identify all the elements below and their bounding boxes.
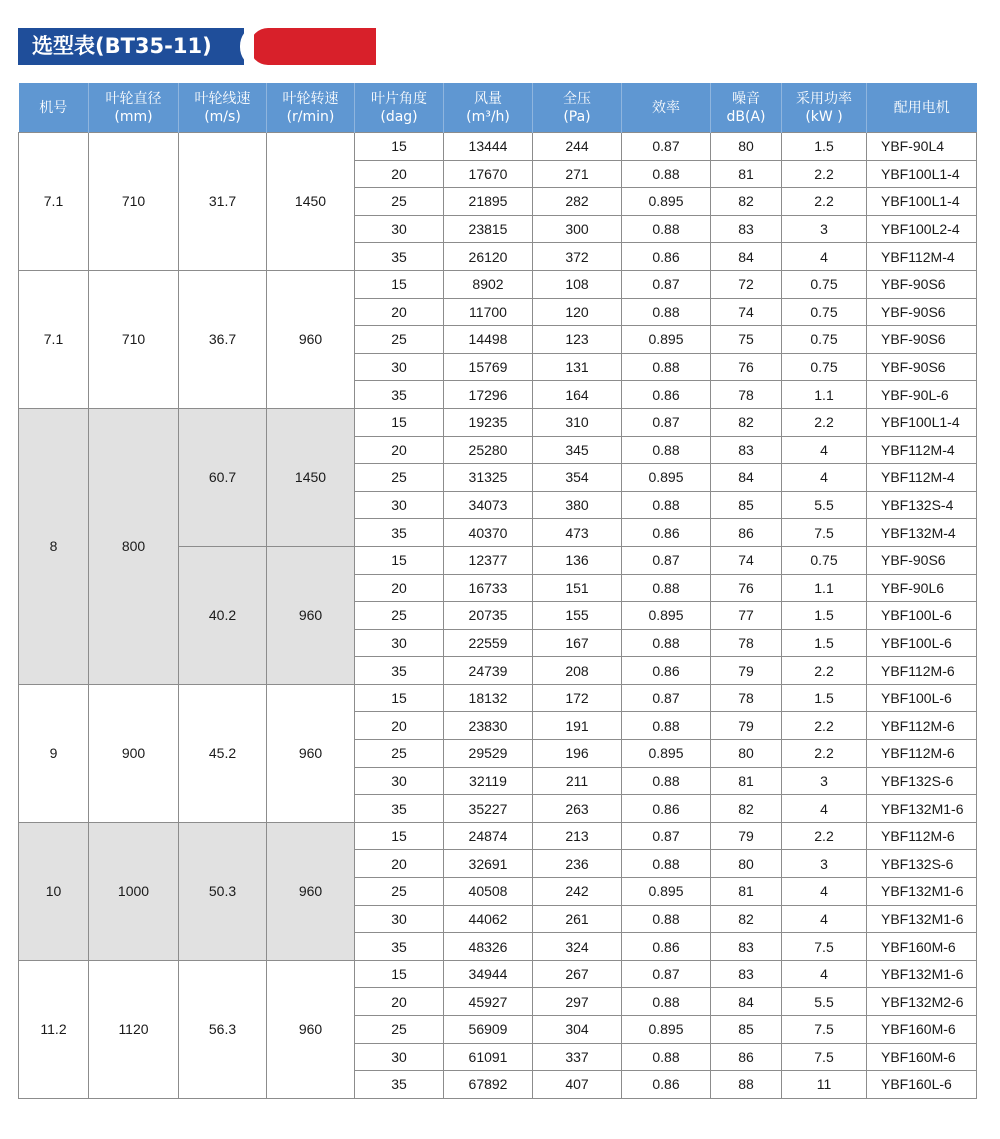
- model-cell: 11.2: [19, 960, 89, 1098]
- airflow-cell: 44062: [444, 905, 533, 933]
- power-cell: 1.5: [782, 684, 867, 712]
- motor-cell: YBF132M1-6: [867, 905, 977, 933]
- rpm-cell: 960: [267, 546, 355, 684]
- pressure-cell: 282: [533, 188, 622, 216]
- power-cell: 2.2: [782, 408, 867, 436]
- pressure-cell: 123: [533, 326, 622, 354]
- motor-cell: YBF100L-6: [867, 602, 977, 630]
- motor-cell: YBF-90S6: [867, 546, 977, 574]
- pressure-cell: 372: [533, 243, 622, 271]
- velocity-cell: 45.2: [179, 684, 267, 822]
- power-cell: 0.75: [782, 270, 867, 298]
- airflow-cell: 17296: [444, 381, 533, 409]
- airflow-cell: 34073: [444, 491, 533, 519]
- title-red-accent: [250, 28, 376, 65]
- efficiency-cell: 0.88: [622, 353, 711, 381]
- angle-cell: 30: [355, 629, 444, 657]
- power-cell: 7.5: [782, 519, 867, 547]
- velocity-cell: 36.7: [179, 270, 267, 408]
- diameter-cell: 900: [89, 684, 179, 822]
- efficiency-cell: 0.88: [622, 850, 711, 878]
- efficiency-cell: 0.86: [622, 1071, 711, 1099]
- power-cell: 4: [782, 436, 867, 464]
- noise-cell: 78: [711, 684, 782, 712]
- efficiency-cell: 0.87: [622, 822, 711, 850]
- efficiency-cell: 0.895: [622, 326, 711, 354]
- noise-cell: 81: [711, 767, 782, 795]
- power-cell: 2.2: [782, 188, 867, 216]
- motor-cell: YBF132S-6: [867, 767, 977, 795]
- efficiency-cell: 0.895: [622, 602, 711, 630]
- power-cell: 0.75: [782, 353, 867, 381]
- motor-cell: YBF112M-6: [867, 822, 977, 850]
- pressure-cell: 354: [533, 464, 622, 492]
- power-cell: 1.1: [782, 574, 867, 602]
- column-header: 叶片角度 (dag): [355, 83, 444, 133]
- noise-cell: 88: [711, 1071, 782, 1099]
- title-bar: [18, 28, 376, 65]
- efficiency-cell: 0.88: [622, 712, 711, 740]
- airflow-cell: 32119: [444, 767, 533, 795]
- velocity-cell: 50.3: [179, 822, 267, 960]
- pressure-cell: 155: [533, 602, 622, 630]
- model-cell: 9: [19, 684, 89, 822]
- noise-cell: 85: [711, 491, 782, 519]
- diameter-cell: 710: [89, 133, 179, 271]
- angle-cell: 15: [355, 684, 444, 712]
- power-cell: 4: [782, 243, 867, 271]
- angle-cell: 35: [355, 657, 444, 685]
- efficiency-cell: 0.895: [622, 464, 711, 492]
- motor-cell: YBF112M-6: [867, 657, 977, 685]
- pressure-cell: 263: [533, 795, 622, 823]
- motor-cell: YBF132M1-6: [867, 960, 977, 988]
- airflow-cell: 29529: [444, 740, 533, 768]
- angle-cell: 20: [355, 988, 444, 1016]
- noise-cell: 74: [711, 298, 782, 326]
- pressure-cell: 300: [533, 215, 622, 243]
- power-cell: 4: [782, 905, 867, 933]
- power-cell: 5.5: [782, 988, 867, 1016]
- pressure-cell: 191: [533, 712, 622, 740]
- pressure-cell: 304: [533, 1016, 622, 1044]
- pressure-cell: 473: [533, 519, 622, 547]
- angle-cell: 35: [355, 795, 444, 823]
- pressure-cell: 271: [533, 160, 622, 188]
- angle-cell: 35: [355, 1071, 444, 1099]
- efficiency-cell: 0.86: [622, 933, 711, 961]
- power-cell: 11: [782, 1071, 867, 1099]
- motor-cell: YBF-90S6: [867, 298, 977, 326]
- pressure-cell: 208: [533, 657, 622, 685]
- motor-cell: YBF112M-4: [867, 243, 977, 271]
- motor-cell: YBF160M-6: [867, 1016, 977, 1044]
- power-cell: 1.5: [782, 133, 867, 161]
- selection-table: [18, 83, 977, 1099]
- noise-cell: 79: [711, 822, 782, 850]
- airflow-cell: 17670: [444, 160, 533, 188]
- airflow-cell: 18132: [444, 684, 533, 712]
- motor-cell: YBF132S-4: [867, 491, 977, 519]
- efficiency-cell: 0.88: [622, 629, 711, 657]
- power-cell: 2.2: [782, 822, 867, 850]
- airflow-cell: 21895: [444, 188, 533, 216]
- efficiency-cell: 0.88: [622, 298, 711, 326]
- velocity-cell: 31.7: [179, 133, 267, 271]
- motor-cell: YBF160L-6: [867, 1071, 977, 1099]
- efficiency-cell: 0.88: [622, 988, 711, 1016]
- pressure-cell: 310: [533, 408, 622, 436]
- efficiency-cell: 0.88: [622, 905, 711, 933]
- power-cell: 7.5: [782, 1043, 867, 1071]
- pressure-cell: 345: [533, 436, 622, 464]
- power-cell: 3: [782, 850, 867, 878]
- noise-cell: 82: [711, 408, 782, 436]
- noise-cell: 83: [711, 960, 782, 988]
- angle-cell: 20: [355, 436, 444, 464]
- motor-cell: YBF-90S6: [867, 270, 977, 298]
- power-cell: 1.5: [782, 629, 867, 657]
- motor-cell: YBF100L-6: [867, 684, 977, 712]
- column-header: 机号: [19, 83, 89, 133]
- airflow-cell: 31325: [444, 464, 533, 492]
- airflow-cell: 35227: [444, 795, 533, 823]
- angle-cell: 15: [355, 133, 444, 161]
- column-header: 风量 (m³/h): [444, 83, 533, 133]
- angle-cell: 20: [355, 712, 444, 740]
- table-row: [19, 133, 977, 161]
- motor-cell: YBF132M1-6: [867, 878, 977, 906]
- angle-cell: 15: [355, 960, 444, 988]
- pressure-cell: 236: [533, 850, 622, 878]
- motor-cell: YBF-90L4: [867, 133, 977, 161]
- motor-cell: YBF160M-6: [867, 1043, 977, 1071]
- motor-cell: YBF132M-4: [867, 519, 977, 547]
- velocity-cell: 60.7: [179, 408, 267, 546]
- pressure-cell: 213: [533, 822, 622, 850]
- diameter-cell: 800: [89, 408, 179, 684]
- rpm-cell: 960: [267, 684, 355, 822]
- noise-cell: 84: [711, 988, 782, 1016]
- power-cell: 2.2: [782, 712, 867, 740]
- noise-cell: 75: [711, 326, 782, 354]
- noise-cell: 78: [711, 381, 782, 409]
- efficiency-cell: 0.895: [622, 1016, 711, 1044]
- efficiency-cell: 0.895: [622, 878, 711, 906]
- angle-cell: 35: [355, 933, 444, 961]
- rpm-cell: 960: [267, 270, 355, 408]
- airflow-cell: 61091: [444, 1043, 533, 1071]
- noise-cell: 79: [711, 657, 782, 685]
- model-cell: 8: [19, 408, 89, 684]
- efficiency-cell: 0.88: [622, 436, 711, 464]
- noise-cell: 84: [711, 243, 782, 271]
- pressure-cell: 151: [533, 574, 622, 602]
- pressure-cell: 108: [533, 270, 622, 298]
- column-header: 噪音 dB(A): [711, 83, 782, 133]
- model-cell: 7.1: [19, 270, 89, 408]
- pressure-cell: 136: [533, 546, 622, 574]
- motor-cell: YBF100L2-4: [867, 215, 977, 243]
- noise-cell: 83: [711, 215, 782, 243]
- airflow-cell: 24874: [444, 822, 533, 850]
- angle-cell: 30: [355, 767, 444, 795]
- motor-cell: YBF-90L6: [867, 574, 977, 602]
- efficiency-cell: 0.86: [622, 657, 711, 685]
- rpm-cell: 960: [267, 960, 355, 1098]
- angle-cell: 20: [355, 850, 444, 878]
- angle-cell: 25: [355, 602, 444, 630]
- power-cell: 5.5: [782, 491, 867, 519]
- airflow-cell: 19235: [444, 408, 533, 436]
- model-cell: 10: [19, 822, 89, 960]
- noise-cell: 81: [711, 878, 782, 906]
- column-header: 叶轮转速 (r/min): [267, 83, 355, 133]
- angle-cell: 20: [355, 574, 444, 602]
- noise-cell: 77: [711, 602, 782, 630]
- column-header: 效率: [622, 83, 711, 133]
- noise-cell: 86: [711, 519, 782, 547]
- motor-cell: YBF132S-6: [867, 850, 977, 878]
- noise-cell: 80: [711, 133, 782, 161]
- noise-cell: 82: [711, 188, 782, 216]
- pressure-cell: 324: [533, 933, 622, 961]
- angle-cell: 30: [355, 215, 444, 243]
- diameter-cell: 1000: [89, 822, 179, 960]
- airflow-cell: 14498: [444, 326, 533, 354]
- efficiency-cell: 0.88: [622, 1043, 711, 1071]
- airflow-cell: 56909: [444, 1016, 533, 1044]
- pressure-cell: 164: [533, 381, 622, 409]
- airflow-cell: 12377: [444, 546, 533, 574]
- airflow-cell: 45927: [444, 988, 533, 1016]
- airflow-cell: 25280: [444, 436, 533, 464]
- airflow-cell: 26120: [444, 243, 533, 271]
- efficiency-cell: 0.86: [622, 519, 711, 547]
- airflow-cell: 40508: [444, 878, 533, 906]
- airflow-cell: 24739: [444, 657, 533, 685]
- noise-cell: 83: [711, 933, 782, 961]
- motor-cell: YBF160M-6: [867, 933, 977, 961]
- velocity-cell: 56.3: [179, 960, 267, 1098]
- power-cell: 7.5: [782, 933, 867, 961]
- diameter-cell: 1120: [89, 960, 179, 1098]
- motor-cell: YBF100L1-4: [867, 188, 977, 216]
- power-cell: 3: [782, 215, 867, 243]
- table-row: [19, 684, 977, 712]
- power-cell: 4: [782, 960, 867, 988]
- power-cell: 1.1: [782, 381, 867, 409]
- motor-cell: YBF112M-6: [867, 740, 977, 768]
- airflow-cell: 20735: [444, 602, 533, 630]
- noise-cell: 82: [711, 795, 782, 823]
- column-header: 叶轮线速 (m/s): [179, 83, 267, 133]
- pressure-cell: 211: [533, 767, 622, 795]
- airflow-cell: 13444: [444, 133, 533, 161]
- column-header: 叶轮直径 (mm): [89, 83, 179, 133]
- column-header: 采用功率 (kW ): [782, 83, 867, 133]
- motor-cell: YBF100L1-4: [867, 408, 977, 436]
- column-header: 全压 (Pa): [533, 83, 622, 133]
- model-cell: 7.1: [19, 133, 89, 271]
- pressure-cell: 407: [533, 1071, 622, 1099]
- motor-cell: YBF132M1-6: [867, 795, 977, 823]
- noise-cell: 74: [711, 546, 782, 574]
- efficiency-cell: 0.895: [622, 188, 711, 216]
- table-row: [19, 270, 977, 298]
- table-row: [19, 822, 977, 850]
- power-cell: 0.75: [782, 326, 867, 354]
- angle-cell: 15: [355, 546, 444, 574]
- motor-cell: YBF-90S6: [867, 353, 977, 381]
- rpm-cell: 1450: [267, 133, 355, 271]
- noise-cell: 72: [711, 270, 782, 298]
- table-row: [19, 960, 977, 988]
- pressure-cell: 380: [533, 491, 622, 519]
- power-cell: 2.2: [782, 160, 867, 188]
- rpm-cell: 960: [267, 822, 355, 960]
- pressure-cell: 167: [533, 629, 622, 657]
- angle-cell: 15: [355, 408, 444, 436]
- angle-cell: 35: [355, 243, 444, 271]
- pressure-cell: 196: [533, 740, 622, 768]
- efficiency-cell: 0.88: [622, 574, 711, 602]
- pressure-cell: 244: [533, 133, 622, 161]
- efficiency-cell: 0.86: [622, 381, 711, 409]
- efficiency-cell: 0.88: [622, 767, 711, 795]
- airflow-cell: 8902: [444, 270, 533, 298]
- angle-cell: 25: [355, 464, 444, 492]
- airflow-cell: 67892: [444, 1071, 533, 1099]
- efficiency-cell: 0.87: [622, 684, 711, 712]
- angle-cell: 30: [355, 1043, 444, 1071]
- airflow-cell: 16733: [444, 574, 533, 602]
- power-cell: 4: [782, 878, 867, 906]
- efficiency-cell: 0.88: [622, 491, 711, 519]
- angle-cell: 25: [355, 878, 444, 906]
- diameter-cell: 710: [89, 270, 179, 408]
- noise-cell: 76: [711, 353, 782, 381]
- airflow-cell: 32691: [444, 850, 533, 878]
- noise-cell: 81: [711, 160, 782, 188]
- angle-cell: 30: [355, 353, 444, 381]
- motor-cell: YBF100L1-4: [867, 160, 977, 188]
- efficiency-cell: 0.86: [622, 243, 711, 271]
- noise-cell: 86: [711, 1043, 782, 1071]
- airflow-cell: 40370: [444, 519, 533, 547]
- rpm-cell: 1450: [267, 408, 355, 546]
- airflow-cell: 22559: [444, 629, 533, 657]
- pressure-cell: 242: [533, 878, 622, 906]
- efficiency-cell: 0.87: [622, 270, 711, 298]
- efficiency-cell: 0.87: [622, 133, 711, 161]
- angle-cell: 25: [355, 188, 444, 216]
- pressure-cell: 297: [533, 988, 622, 1016]
- efficiency-cell: 0.88: [622, 215, 711, 243]
- noise-cell: 85: [711, 1016, 782, 1044]
- pressure-cell: 131: [533, 353, 622, 381]
- power-cell: 2.2: [782, 657, 867, 685]
- pressure-cell: 120: [533, 298, 622, 326]
- power-cell: 4: [782, 464, 867, 492]
- power-cell: 2.2: [782, 740, 867, 768]
- noise-cell: 83: [711, 436, 782, 464]
- airflow-cell: 48326: [444, 933, 533, 961]
- efficiency-cell: 0.87: [622, 408, 711, 436]
- pressure-cell: 267: [533, 960, 622, 988]
- power-cell: 3: [782, 767, 867, 795]
- table-row: [19, 408, 977, 436]
- noise-cell: 79: [711, 712, 782, 740]
- motor-cell: YBF-90S6: [867, 326, 977, 354]
- noise-cell: 82: [711, 905, 782, 933]
- power-cell: 1.5: [782, 602, 867, 630]
- motor-cell: YBF112M-6: [867, 712, 977, 740]
- page-title: 选型表(BT35-11): [18, 28, 244, 65]
- airflow-cell: 15769: [444, 353, 533, 381]
- angle-cell: 25: [355, 740, 444, 768]
- motor-cell: YBF100L-6: [867, 629, 977, 657]
- airflow-cell: 34944: [444, 960, 533, 988]
- airflow-cell: 23830: [444, 712, 533, 740]
- angle-cell: 30: [355, 491, 444, 519]
- noise-cell: 80: [711, 740, 782, 768]
- angle-cell: 30: [355, 905, 444, 933]
- angle-cell: 25: [355, 1016, 444, 1044]
- table-header-row: [19, 83, 977, 133]
- angle-cell: 20: [355, 160, 444, 188]
- table-body: [19, 133, 977, 1099]
- efficiency-cell: 0.86: [622, 795, 711, 823]
- noise-cell: 76: [711, 574, 782, 602]
- motor-cell: YBF112M-4: [867, 464, 977, 492]
- efficiency-cell: 0.895: [622, 740, 711, 768]
- power-cell: 4: [782, 795, 867, 823]
- pressure-cell: 337: [533, 1043, 622, 1071]
- angle-cell: 15: [355, 822, 444, 850]
- airflow-cell: 11700: [444, 298, 533, 326]
- velocity-cell: 40.2: [179, 546, 267, 684]
- airflow-cell: 23815: [444, 215, 533, 243]
- noise-cell: 84: [711, 464, 782, 492]
- efficiency-cell: 0.87: [622, 960, 711, 988]
- noise-cell: 80: [711, 850, 782, 878]
- column-header: 配用电机: [867, 83, 977, 133]
- angle-cell: 35: [355, 381, 444, 409]
- angle-cell: 15: [355, 270, 444, 298]
- efficiency-cell: 0.87: [622, 546, 711, 574]
- efficiency-cell: 0.88: [622, 160, 711, 188]
- angle-cell: 25: [355, 326, 444, 354]
- power-cell: 0.75: [782, 546, 867, 574]
- angle-cell: 20: [355, 298, 444, 326]
- pressure-cell: 172: [533, 684, 622, 712]
- motor-cell: YBF-90L-6: [867, 381, 977, 409]
- angle-cell: 35: [355, 519, 444, 547]
- pressure-cell: 261: [533, 905, 622, 933]
- power-cell: 7.5: [782, 1016, 867, 1044]
- motor-cell: YBF112M-4: [867, 436, 977, 464]
- power-cell: 0.75: [782, 298, 867, 326]
- noise-cell: 78: [711, 629, 782, 657]
- motor-cell: YBF132M2-6: [867, 988, 977, 1016]
